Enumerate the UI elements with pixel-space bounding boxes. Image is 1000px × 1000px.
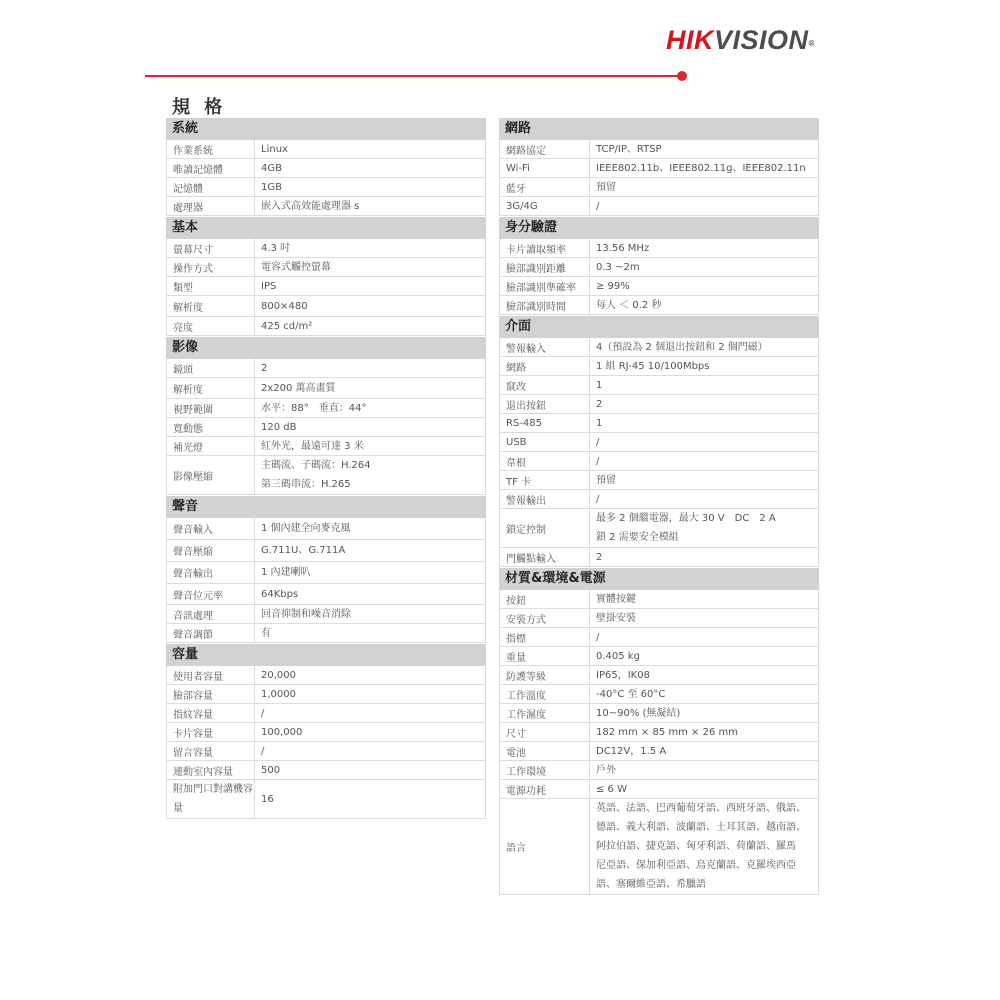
spec-row [166, 723, 486, 742]
spec-label: 鏡頭 [167, 359, 255, 377]
spec-row [166, 456, 486, 495]
spec-value [255, 159, 485, 177]
spec-value [590, 277, 818, 295]
spec-label: 卡片讀取頻率 [500, 239, 590, 257]
spec-label: 連動室內容量 [167, 761, 255, 779]
spec-label: 聲音壓縮 [167, 540, 255, 561]
spec-row [499, 723, 819, 742]
spec-row [166, 704, 486, 723]
spec-value [255, 437, 485, 455]
spec-value-line: 1,0000 [261, 688, 296, 700]
spec-value [590, 628, 818, 646]
spec-value-line: -40°C 至 60°C [596, 688, 666, 700]
spec-value-line: / [261, 707, 265, 719]
spec-value-line: 4（預設為 2 個退出按鈕和 2 個門磁） [596, 341, 768, 353]
spec-row [499, 490, 819, 509]
spec-value [255, 399, 485, 417]
spec-value [590, 452, 818, 470]
spec-value-line: / [596, 436, 600, 448]
spec-label: 竄改 [500, 376, 590, 394]
section-header: 系統 [166, 118, 486, 140]
spec-value [255, 317, 485, 335]
spec-value-line: 64Kbps [261, 588, 299, 600]
spec-value [590, 704, 818, 722]
spec-label: 工作環境 [500, 761, 590, 779]
spec-label: 工作濕度 [500, 704, 590, 722]
spec-label: 電源功耗 [500, 780, 590, 798]
spec-value-line: 壁掛安裝 [596, 612, 636, 624]
spec-label: 安裝方式 [500, 609, 590, 627]
spec-value-line: DC12V，1.5 A [596, 745, 667, 757]
spec-row [499, 647, 819, 666]
spec-value [590, 609, 818, 627]
hikvision-logo [666, 22, 836, 58]
spec-value [255, 685, 485, 703]
header-divider-line [145, 75, 682, 77]
section-header: 網路 [499, 118, 819, 140]
spec-label: 警報輸入 [500, 338, 590, 356]
spec-value [255, 761, 485, 779]
spec-value [590, 471, 818, 489]
spec-row [166, 159, 486, 178]
spec-row [499, 197, 819, 216]
spec-value-line: 有 [261, 627, 271, 639]
spec-value [590, 647, 818, 665]
spec-value-line: 2 [261, 362, 268, 374]
spec-row [499, 628, 819, 647]
spec-value [255, 378, 485, 398]
spec-label: 3G/4G [500, 197, 590, 215]
spec-value [255, 666, 485, 684]
spec-label: TF 卡 [500, 471, 590, 489]
spec-label: USB [500, 433, 590, 451]
spec-value [590, 414, 818, 432]
spec-value-line: 語、塞爾維亞語、希臘語 [596, 879, 706, 890]
spec-row [499, 471, 819, 490]
spec-value-line: 4.3 吋 [261, 242, 291, 254]
spec-value [255, 584, 485, 604]
spec-value [255, 780, 485, 818]
section-header: 介面 [499, 316, 819, 338]
spec-label: 操作方式 [167, 258, 255, 276]
spec-label: 附加門口對講機容量 [167, 780, 255, 818]
spec-row [499, 590, 819, 609]
spec-row [499, 742, 819, 761]
section-header: 基本 [166, 217, 486, 239]
spec-row [166, 239, 486, 258]
spec-label: 臉部識別時間 [500, 296, 590, 314]
spec-row [166, 317, 486, 336]
spec-value [590, 338, 818, 356]
spec-row [499, 685, 819, 704]
spec-value-line: 120 dB [261, 421, 297, 433]
spec-value-line: / [596, 455, 600, 467]
section-header: 聲音 [166, 496, 486, 518]
spec-row [166, 258, 486, 277]
spec-value-line: 戶外 [596, 764, 616, 776]
spec-row [499, 609, 819, 628]
spec-value-line: 主碼流、子碼流：H.264 [261, 460, 371, 471]
spec-row [499, 548, 819, 567]
spec-value-line: 800×480 [261, 300, 308, 312]
spec-value-line: 100,000 [261, 726, 303, 738]
spec-row [499, 414, 819, 433]
spec-value-line: 2 [596, 398, 603, 410]
spec-value [255, 418, 485, 436]
spec-value-line: ≥ 99% [596, 280, 630, 292]
spec-label: 臉部識別準確率 [500, 277, 590, 295]
spec-label: 電池 [500, 742, 590, 760]
spec-value [255, 277, 485, 295]
spec-value [590, 140, 818, 158]
spec-value-line: 2x200 萬高畫質 [261, 382, 336, 394]
spec-row [166, 624, 486, 643]
spec-value-line: 1 內建喇叭 [261, 567, 311, 578]
spec-value [590, 159, 818, 177]
spec-row [166, 666, 486, 685]
spec-row [166, 605, 486, 624]
spec-row [166, 518, 486, 540]
spec-row [166, 399, 486, 418]
spec-label: 亮度 [167, 317, 255, 335]
spec-value [255, 742, 485, 760]
spec-label: 工作溫度 [500, 685, 590, 703]
spec-label: 按鈕 [500, 590, 590, 608]
spec-value-line: 德語、義大利語、波蘭語、土耳其語、越南語、 [596, 822, 806, 833]
spec-label: RS-485 [500, 414, 590, 432]
spec-label: 影像壓縮 [167, 456, 255, 494]
logo-hik: HIK [666, 25, 714, 55]
spec-value-line: 10~90% (無凝結) [596, 707, 681, 719]
spec-row [499, 159, 819, 178]
spec-label: 聲音位元率 [167, 584, 255, 604]
spec-value-line: 實體按鍵 [596, 593, 636, 605]
spec-row [499, 666, 819, 685]
spec-label: 警報輸出 [500, 490, 590, 508]
spec-label: 重量 [500, 647, 590, 665]
spec-row [499, 433, 819, 452]
spec-value-line: 20,000 [261, 669, 296, 681]
spec-row [499, 509, 819, 548]
spec-value-line: 最多 2 個繼電器，最大 30 V DC 2 A [596, 513, 776, 524]
spec-label: 視野範圍 [167, 399, 255, 417]
spec-value [590, 685, 818, 703]
spec-value [590, 742, 818, 760]
spec-value-line: / [596, 200, 600, 212]
spec-label: 網路 [500, 357, 590, 375]
spec-value [255, 704, 485, 722]
spec-value-line: 電容式觸控螢幕 [261, 261, 331, 273]
spec-value-line: 尼亞語、保加利亞語、烏克蘭語、克羅埃西亞 [596, 860, 796, 871]
spec-row [166, 359, 486, 378]
spec-row [166, 761, 486, 780]
spec-row [166, 378, 486, 399]
spec-label: 唯讀記憶體 [167, 159, 255, 177]
spec-value [590, 357, 818, 375]
spec-row [499, 239, 819, 258]
spec-label: 補光燈 [167, 437, 255, 455]
spec-label: 退出按鈕 [500, 395, 590, 413]
spec-row [499, 704, 819, 723]
spec-label: 韋根 [500, 452, 590, 470]
spec-value [590, 258, 818, 276]
spec-value-line: G.711U、G.711A [261, 545, 346, 556]
spec-value-line: 500 [261, 764, 281, 776]
spec-value-line: IEEE802.11b、IEEE802.11g、IEEE802.11n [596, 162, 806, 174]
spec-value [255, 518, 485, 539]
logo-registered-mark: ® [808, 39, 815, 48]
spec-value-line: 2 [596, 551, 603, 563]
right-spec-column [499, 117, 819, 895]
spec-row [166, 418, 486, 437]
spec-label: 記憶體 [167, 178, 255, 196]
spec-value [590, 723, 818, 741]
spec-value-line: 1 [596, 379, 603, 391]
spec-row [166, 197, 486, 216]
spec-label: 解析度 [167, 378, 255, 398]
spec-value [590, 509, 818, 547]
spec-label: 聲音輸出 [167, 562, 255, 583]
spec-row [166, 685, 486, 704]
spec-row [166, 437, 486, 456]
spec-value-line: 預留 [596, 474, 616, 486]
spec-value [255, 624, 485, 642]
spec-label: 網路協定 [500, 140, 590, 158]
section-header: 身分驗證 [499, 217, 819, 239]
spec-row [499, 780, 819, 799]
spec-row [499, 395, 819, 414]
spec-row [166, 296, 486, 317]
spec-value-line: 回音抑制和噪音消除 [261, 608, 351, 620]
spec-value-line: 4GB [261, 162, 282, 174]
section-header: 材質&環境&電源 [499, 568, 819, 590]
section-header: 影像 [166, 337, 486, 359]
spec-row [499, 338, 819, 357]
spec-row [166, 742, 486, 761]
spec-value-line: 鎖 2 需要安全模組 [596, 532, 679, 543]
left-spec-column [166, 117, 486, 819]
spec-value-line: / [596, 631, 600, 643]
spec-label: 留言容量 [167, 742, 255, 760]
spec-value [255, 456, 485, 494]
spec-value-line: 預留 [596, 181, 616, 193]
spec-value-line: 425 cd/m² [261, 320, 313, 332]
spec-value [255, 239, 485, 257]
spec-value-line: TCP/IP、RTSP [596, 143, 662, 155]
spec-value [590, 178, 818, 196]
section-header: 容量 [166, 644, 486, 666]
spec-value [255, 605, 485, 623]
spec-value-line: 第三碼串流：H.265 [261, 479, 351, 490]
spec-label: 寬動態 [167, 418, 255, 436]
spec-row [166, 178, 486, 197]
spec-value [255, 359, 485, 377]
spec-value [590, 395, 818, 413]
spec-value [590, 761, 818, 779]
spec-row [166, 277, 486, 296]
spec-label: 類型 [167, 277, 255, 295]
spec-value-line: Linux [261, 143, 288, 155]
spec-value [255, 197, 485, 215]
spec-value-line: 182 mm × 85 mm × 26 mm [596, 726, 738, 738]
spec-row [499, 140, 819, 159]
spec-value [255, 140, 485, 158]
spec-value-line: 1 個內建全向麥克風 [261, 523, 351, 534]
spec-row [166, 540, 486, 562]
spec-value-line: 1GB [261, 181, 282, 193]
spec-label: 卡片容量 [167, 723, 255, 741]
spec-row [499, 258, 819, 277]
spec-value-line: IPS [261, 280, 277, 292]
spec-label: 鎖定控制 [500, 509, 590, 547]
spec-value [255, 296, 485, 316]
spec-value [255, 540, 485, 561]
spec-value [255, 258, 485, 276]
spec-value [590, 490, 818, 508]
spec-value [255, 178, 485, 196]
spec-label: 音訊處理 [167, 605, 255, 623]
spec-value-line: 13.56 MHz [596, 242, 650, 254]
spec-value-line: 1 組 RJ-45 10/100Mbps [596, 360, 710, 372]
spec-label: Wi-Fi [500, 159, 590, 177]
spec-value-line: 水平：88° 垂直：44° [261, 402, 367, 414]
spec-value-line: / [596, 493, 600, 505]
spec-value [590, 548, 818, 566]
spec-value-line: IP65，IK08 [596, 669, 650, 681]
spec-value-line: 每人 ＜ 0.2 秒 [596, 299, 662, 311]
spec-row [166, 140, 486, 159]
spec-label: 語言 [500, 799, 590, 894]
spec-value-line: ≤ 6 W [596, 783, 627, 795]
spec-label: 螢幕尺寸 [167, 239, 255, 257]
spec-value-line: 嵌入式高效能處理器 s [261, 200, 360, 212]
spec-label: 尺寸 [500, 723, 590, 741]
spec-value [590, 239, 818, 257]
spec-label: 藍牙 [500, 178, 590, 196]
spec-label: 處理器 [167, 197, 255, 215]
logo-vision: VISION [714, 25, 809, 55]
spec-label: 防護等級 [500, 666, 590, 684]
spec-value-line: 阿拉伯語、捷克語、匈牙利語、荷蘭語、羅馬 [596, 841, 796, 852]
spec-value [590, 780, 818, 798]
spec-value [590, 590, 818, 608]
spec-label: 聲音輸入 [167, 518, 255, 539]
spec-row [499, 277, 819, 296]
spec-value-line: 英語、法語、巴西葡萄牙語、西班牙語、俄語、 [596, 803, 806, 814]
spec-value [590, 296, 818, 314]
spec-value-line: / [261, 745, 265, 757]
spec-row [499, 178, 819, 197]
header-divider-dot [677, 71, 687, 81]
spec-value [590, 376, 818, 394]
spec-label: 臉部識別距離 [500, 258, 590, 276]
spec-label: 聲音調節 [167, 624, 255, 642]
spec-value-line: 0.3 ~2m [596, 261, 640, 273]
spec-value-line: 紅外光，最遠可達 3 米 [261, 440, 364, 452]
spec-label: 指標 [500, 628, 590, 646]
spec-value [590, 197, 818, 215]
spec-row [166, 780, 486, 819]
spec-label: 指紋容量 [167, 704, 255, 722]
spec-value [590, 433, 818, 451]
spec-label: 臉部容量 [167, 685, 255, 703]
spec-value [255, 723, 485, 741]
spec-label: 門觸點輸入 [500, 548, 590, 566]
spec-value [255, 562, 485, 583]
spec-row [499, 357, 819, 376]
spec-row [499, 761, 819, 780]
spec-value-line: 1 [596, 417, 603, 429]
spec-value [590, 799, 818, 894]
spec-value [590, 666, 818, 684]
spec-label: 解析度 [167, 296, 255, 316]
spec-row [499, 799, 819, 895]
page-title: 規 格 [172, 97, 227, 118]
spec-row [166, 562, 486, 584]
spec-row [499, 452, 819, 471]
spec-label: 作業系統 [167, 140, 255, 158]
spec-row [499, 376, 819, 395]
spec-label: 使用者容量 [167, 666, 255, 684]
spec-value-line: 16 [261, 793, 274, 805]
spec-value-line: 0.405 kg [596, 650, 640, 662]
spec-row [166, 584, 486, 605]
spec-row [499, 296, 819, 315]
